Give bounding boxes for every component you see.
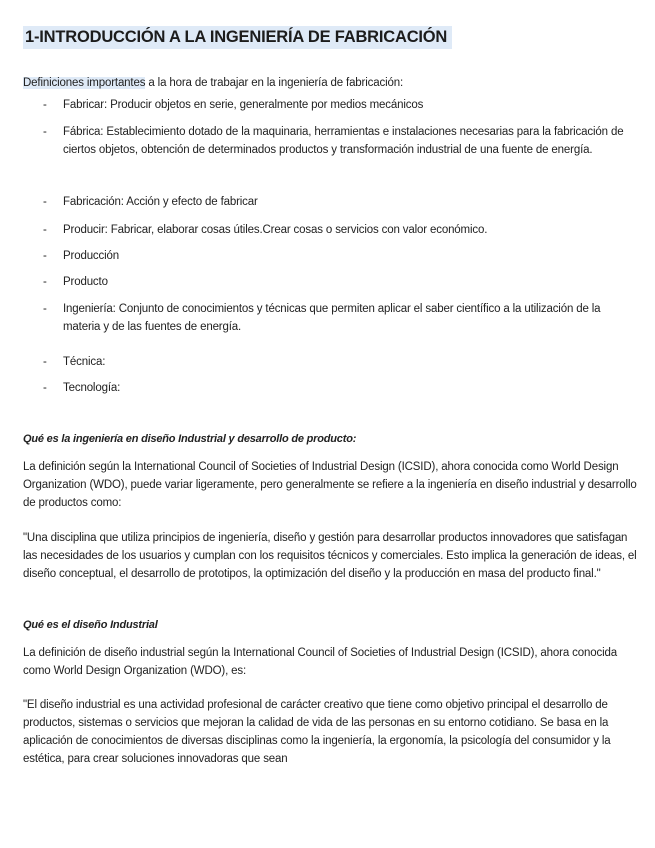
list-item xyxy=(43,221,633,239)
intro-line xyxy=(23,77,403,89)
list-item xyxy=(43,379,633,397)
paragraph: La definición según la International Council of Societies of Industrial Design (ICSID), ahora conocida como World Design Organization (WDO), puede variar ligeramente, pero generalmente se refiere a la ingeniería en diseño industrial y desarrollo de productos como: xyxy=(23,461,637,509)
bullet-dash: - xyxy=(43,126,47,138)
section-heading: Qué es la ingeniería en diseño Industrial y desarrollo de producto: xyxy=(23,433,357,445)
definition-text: Producto xyxy=(63,276,108,288)
section-heading: Qué es el diseño Industrial xyxy=(23,619,158,631)
list-item xyxy=(43,193,633,211)
definition-text: Producir: Fabricar, elaborar cosas útiles.Crear cosas o servicios con valor económico. xyxy=(63,224,488,236)
list-item xyxy=(43,123,633,159)
definition-text: Ingeniería: Conjunto de conocimientos y técnicas que permiten aplicar el saber científico a la utilización de la materia y de las fuentes de energía. xyxy=(63,303,601,333)
bullet-dash: - xyxy=(43,276,47,288)
bullet-dash: - xyxy=(43,196,47,208)
bullet-dash: - xyxy=(43,356,47,368)
paragraph: La definición de diseño industrial según la International Council of Societies of Industrial Design (ICSID), ahora conocida como World Design Organization (WDO), es: xyxy=(23,647,617,677)
quote-paragraph: "El diseño industrial es una actividad profesional de carácter creativo que tiene como objetivo principal el desarrollo de productos, sistemas o servicios que mejoran la calidad de vida de las personas en su entorno cotidiano. Se basa en la aplicación de conocimientos de diversas disciplinas como la ingeniería, la ergonomía, la psicología del consumidor y la estética, para crear soluciones innovadoras que sean xyxy=(23,699,611,765)
list-item xyxy=(43,353,633,371)
list-item xyxy=(43,300,633,336)
bullet-dash: - xyxy=(43,382,47,394)
list-item xyxy=(43,247,633,265)
bullet-dash: - xyxy=(43,303,47,315)
definition-text: Fábrica: Establecimiento dotado de la maquinaria, herramientas e instalaciones necesarias para la fabricación de ciertos objetos, obtención de determinados productos y transformación industrial de una fuente de energía. xyxy=(63,126,624,156)
definition-text: Producción xyxy=(63,250,120,262)
list-item xyxy=(43,96,633,114)
definition-text: Técnica: xyxy=(63,356,106,368)
quote-paragraph: "Una disciplina que utiliza principios de ingeniería, diseño y gestión para desarrollar productos innovadores que satisfagan las necesidades de los usuarios y cumplan con los requisitos técnicos y comerciales. Esto implica la generación de ideas, el diseño conceptual, el desarrollo de prototipos, la optimización del diseño y la producción en masa del producto final." xyxy=(23,532,637,580)
definition-text: Fabricar: Producir objetos en serie, generalmente por medios mecánicos xyxy=(63,99,424,111)
intro-highlight: Definiciones importantes xyxy=(23,77,146,89)
bullet-dash: - xyxy=(43,99,47,111)
page-title: 1-INTRODUCCIÓN A LA INGENIERÍA DE FABRICACIÓN xyxy=(23,26,452,49)
list-item xyxy=(43,273,633,291)
bullet-dash: - xyxy=(43,224,47,236)
bullet-dash: - xyxy=(43,250,47,262)
definition-text: Fabricación: Acción y efecto de fabricar xyxy=(63,196,258,208)
intro-rest: a la hora de trabajar en la ingeniería de fabricación: xyxy=(145,77,404,89)
definition-text: Tecnología: xyxy=(63,382,121,394)
